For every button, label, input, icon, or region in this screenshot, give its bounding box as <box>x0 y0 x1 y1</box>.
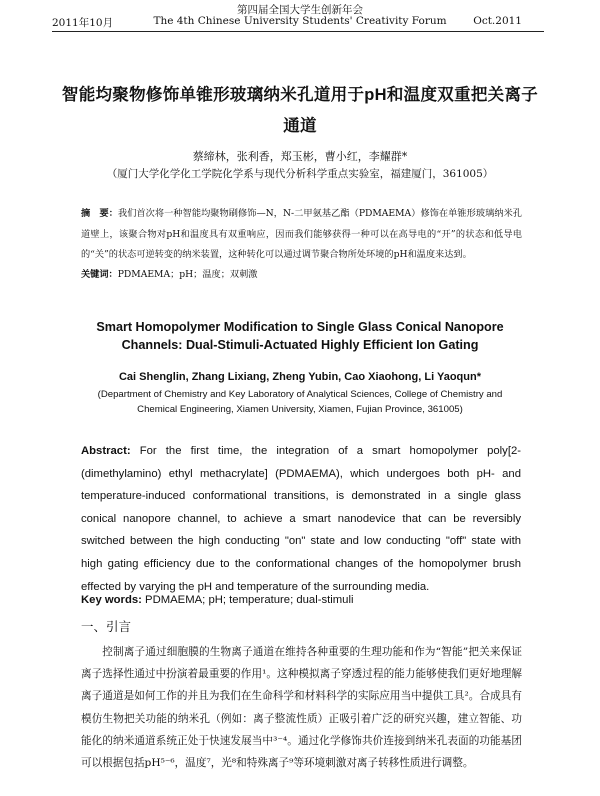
abstract-en <box>81 440 521 598</box>
keywords-en-text: PDMAEMA; pH; temperature; dual-stimuli <box>145 594 354 606</box>
running-header-date-en: Oct.2011 <box>473 15 522 27</box>
keywords-cn <box>81 266 257 280</box>
running-header-date: 2011年10月 <box>52 17 114 29</box>
affiliation-cn: （厦门大学化学化工学院化学系与现代分析科学重点实验室，福建厦门，361005） <box>106 168 494 180</box>
section-heading-introduction: 一、引言 <box>81 620 132 634</box>
abstract-en-text: For the first time, the integration of a smart homopolymer poly[2-(dimethylamino) ethyl methacrylate] (PDMAEMA), which undergoes both pH- and temperature-induced conformational transitions, is demonstrated in a single glass conical nanopore channel, to achieve a smart nanodevice that can be reversibly switched between the high conducting "on" state and low conducting "off" state with high gating efficiency due to the conformational changes of the homopolymer brush effected by varying the pH and temperature of the surrounding media. <box>81 445 521 593</box>
running-header-conference-en: The 4th Chinese University Students' Creativity Forum <box>153 15 447 27</box>
abstract-en-label: Abstract: <box>81 445 131 457</box>
keywords-cn-label: 关键词： <box>81 269 118 280</box>
authors-cn: 蔡缔林，张利香，郑玉彬，曹小红，李耀群* <box>192 150 408 163</box>
abstract-cn-text: 我们首次将一种智能均聚物刷修饰—N，N-二甲氨基乙酯（PDMAEMA）修饰在单锥形玻璃纳米孔道壁上，该聚合物对pH和温度具有双重响应，因而我们能够获得一种可以在高导电的“开”的状态和低导电的“关”的状态可逆转变的纳米装置，这种转化可以通过调节聚合物所处环境的pH和温度来达到。 <box>81 208 522 260</box>
running-header-conference-cn: 第四届全国大学生创新年会 <box>237 4 363 16</box>
affiliation-en: (Department of Chemistry and Key Laboratory of Analytical Sciences, College of Chemistry and Chemical Engineering, Xiamen University, Xiamen, Fujian Province, 361005) <box>97 389 503 415</box>
keywords-en <box>81 594 353 606</box>
abstract-cn-label: 摘 要： <box>81 208 118 219</box>
title-en: Smart Homopolymer Modification to Single Glass Conical Nanopore Channels: Dual-Stimuli-Actuated Highly Efficient Ion Gating <box>96 320 504 352</box>
authors-en: Cai Shenglin, Zhang Lixiang, Zheng Yubin, Cao Xiaohong, Li Yaoqun* <box>118 371 481 383</box>
keywords-en-label: Key words: <box>81 594 142 606</box>
keywords-cn-text: PDMAEMA；pH；温度；双刺激 <box>117 269 258 280</box>
header-rule <box>52 31 544 32</box>
title-cn: 智能均聚物修饰单锥形玻璃纳米孔道用于pH和温度双重把关离子通道 <box>61 86 539 135</box>
abstract-cn <box>81 204 522 266</box>
introduction-paragraph: 控制离子通过细胞膜的生物离子通道在维持各种重要的生理功能和作为“智能”把关来保证离子选择性通过中扮演着最重要的作用¹。这种模拟离子穿透过程的能力能够使我们更好地理解离子通道是如何工作的并且为我们在生命科学和材料科学的实际应用当中提供工具²。合成具有模仿生物把关功能的纳米孔（例如：离子整流性质）正吸引着广泛的研究兴趣，建立智能、功能化的纳米通道系统正处于快速发展当中³⁻⁴。通过化学修饰共价连接到纳米孔表面的功能基团可以根据包括pH⁵⁻⁶，温度⁷，光⁸和特殊离子⁹等环境刺激对离子转移性质进行调整。 <box>81 646 522 770</box>
